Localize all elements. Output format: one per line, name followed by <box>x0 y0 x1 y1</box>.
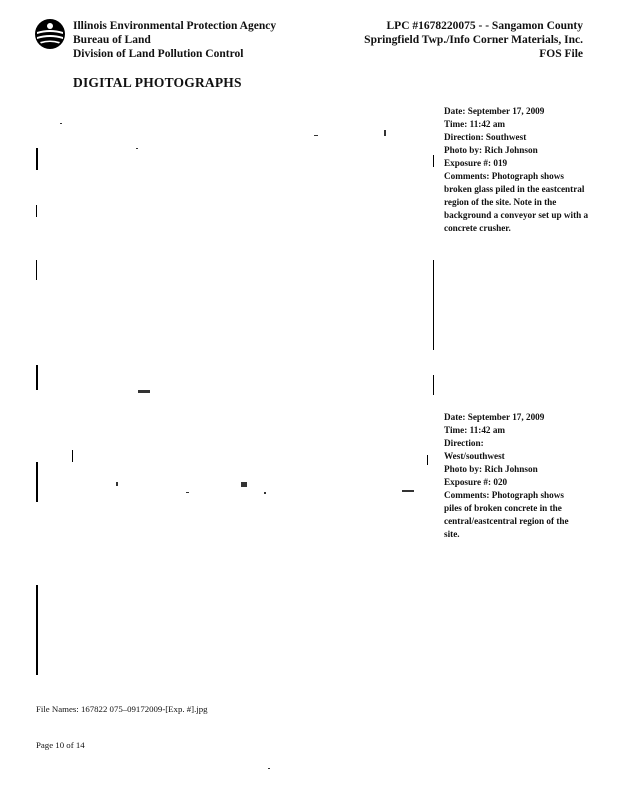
photo-2-exposure: Exposure #: 020 <box>444 477 508 487</box>
page-number: Page 10 of 14 <box>36 740 85 750</box>
photo-1-direction: Direction: Southwest <box>444 132 527 142</box>
scan-speck <box>268 768 270 769</box>
file-names-note: File Names: 167822 075–09172009-[Exp. #].jpg <box>36 704 208 714</box>
photo-1-photographer: Photo by: Rich Johnson <box>444 145 538 155</box>
photo-1-caption <box>444 105 594 235</box>
photo-1-time: Time: 11:42 am <box>444 119 506 129</box>
photo-1-exposure: Exposure #: 019 <box>444 158 508 168</box>
iepa-logo <box>34 18 66 50</box>
photo-1-comments: Comments: Photograph shows broken glass piled in the eastcentral region of the site. Note in the background a conveyor set up with a concrete crusher. <box>444 171 589 233</box>
site-name: Springfield Twp./Info Corner Materials, Inc. <box>364 34 583 46</box>
page-title: DIGITAL PHOTOGRAPHS <box>73 75 242 90</box>
photo-2-date: Date: September 17, 2009 <box>444 412 545 422</box>
site-header <box>364 19 583 61</box>
photo-1 <box>36 110 436 400</box>
site-id: LPC #1678220075 - - Sangamon County <box>386 20 583 32</box>
division-name: Division of Land Pollution Control <box>73 48 244 60</box>
photo-2-comments: Comments: Photograph shows piles of broken concrete in the central/eastcentral region of the site. <box>444 490 569 539</box>
bureau-name: Bureau of Land <box>73 34 151 46</box>
agency-header <box>73 19 276 61</box>
photo-2-time: Time: 11:42 am <box>444 425 506 435</box>
agency-name: Illinois Environmental Protection Agency <box>73 20 277 32</box>
file-type: FOS File <box>539 48 583 60</box>
photo-1-date: Date: September 17, 2009 <box>444 106 545 116</box>
photo-2-caption <box>444 411 594 541</box>
photo-2-photographer: Photo by: Rich Johnson <box>444 464 538 474</box>
photo-2-direction: Direction: West/southwest <box>444 438 505 461</box>
photo-2 <box>36 410 436 700</box>
